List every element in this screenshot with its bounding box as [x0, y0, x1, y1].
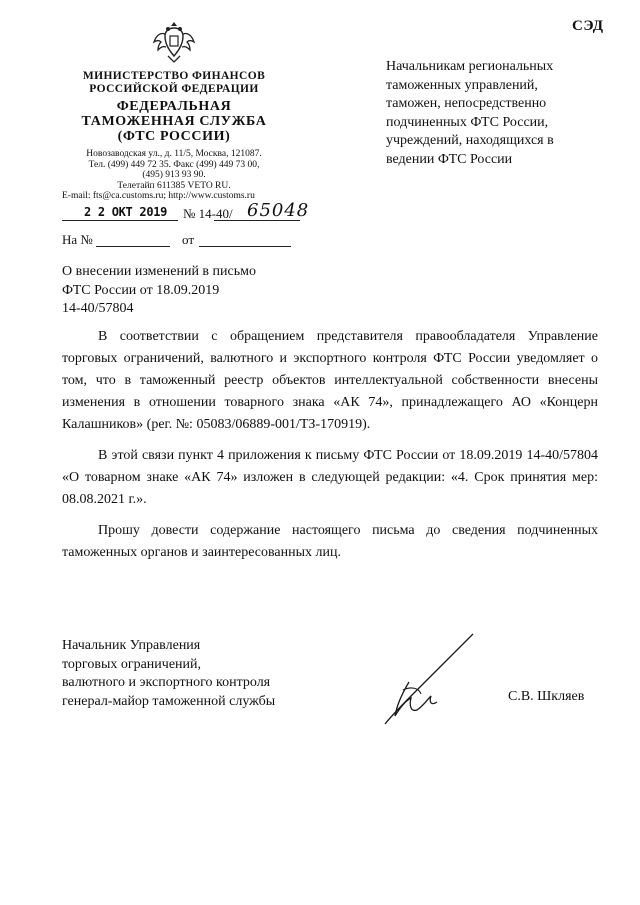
- body-paragraph: Прошу довести содержание настоящего письма до сведения подчиненных таможенных органов и заинтересованных лиц.: [62, 523, 598, 560]
- recipient-block: [386, 58, 596, 169]
- signatory-title: [62, 637, 312, 711]
- recipient-line: подчиненных ФТС России,: [386, 114, 549, 130]
- recipient-line: ведении ФТС России: [386, 151, 513, 167]
- subject-line: ФТС России от 18.09.2019: [62, 282, 220, 298]
- date-underline: [62, 220, 178, 221]
- body-paragraph: В этой связи пункт 4 приложения к письму ФТС России от 18.09.2019 14-40/57804 «О товарном знаке «АК 74» изложен в следующей редакции: «4. Срок принятия мер: 08.08.2021 г.».: [62, 448, 598, 507]
- recipient-line: таможен, непосредственно: [386, 96, 547, 111]
- signatory-title-line: Начальник Управления: [62, 638, 201, 653]
- signatory-title-line: генерал-майор таможенной службы: [62, 693, 276, 709]
- letter-body: [62, 326, 598, 573]
- phone-line: Тел. (499) 449 72 35. Факс (499) 449 73 00,: [88, 159, 260, 170]
- recipient-line: учреждений, находящихся в: [386, 133, 554, 148]
- email-line: E-mail: fts@ca.customs.ru; http://www.customs.ru: [62, 191, 255, 201]
- ministry-line: РОССИЙСКОЙ ФЕДЕРАЦИИ: [89, 83, 259, 95]
- ministry-line: МИНИСТЕРСТВО ФИНАНСОВ: [82, 70, 266, 82]
- service-line: ТАМОЖЕННАЯ СЛУЖБА: [81, 114, 267, 129]
- reference-number-blank: [96, 246, 170, 247]
- body-paragraph: В соответствии с обращением представителя правообладателя Управление торговых ограничений, валютного и экспортного контроля ФТС России уведомляет о том, что в таможенный реестр объектов интеллектуальной собственности внесены изменения в отношении товарного знака «АК 74», принадлежащего АО «Концерн Калашников» (рег. №: 05083/06889-001/ТЗ-170919).: [62, 329, 598, 432]
- signer-name: С.В. Шкляев: [508, 689, 585, 704]
- number-underline: [214, 220, 300, 221]
- recipient-line: таможенных управлений,: [386, 77, 538, 93]
- fax-line: (495) 913 93 90.: [142, 170, 206, 180]
- signatory-title-line: валютного и экспортного контроля: [62, 675, 271, 690]
- service-name: [70, 99, 278, 144]
- registration-number-handwritten: 65048: [247, 200, 310, 221]
- sed-stamp-label: СЭД: [572, 18, 604, 34]
- russian-coat-of-arms-icon: [152, 18, 196, 66]
- sender-contacts: [62, 149, 286, 202]
- reference-number-label: На №: [62, 232, 93, 247]
- recipient-line: Начальникам региональных: [386, 59, 554, 74]
- reference-date-blank: [199, 246, 291, 247]
- ministry-name: [70, 70, 278, 96]
- registration-date: 2 2 ОКТ 2019: [84, 205, 168, 219]
- teletype-line: Телетайп 611385 VETO RU.: [117, 180, 231, 191]
- service-line: (ФТС РОССИИ): [117, 129, 231, 144]
- letter-subject: [62, 263, 302, 319]
- registration-number-label: № 14-40/: [183, 206, 233, 221]
- subject-line: 14-40/57804: [62, 301, 134, 316]
- handwritten-signature-icon: [375, 630, 485, 730]
- signatory-title-line: торговых ограничений,: [62, 656, 202, 672]
- service-line: ФЕДЕРАЛЬНАЯ: [116, 99, 232, 114]
- address-line: Новозаводская ул., д. 11/5, Москва, 121087.: [86, 149, 262, 159]
- reference-date-label: от: [182, 232, 195, 247]
- subject-line: О внесении изменений в письмо: [62, 264, 256, 279]
